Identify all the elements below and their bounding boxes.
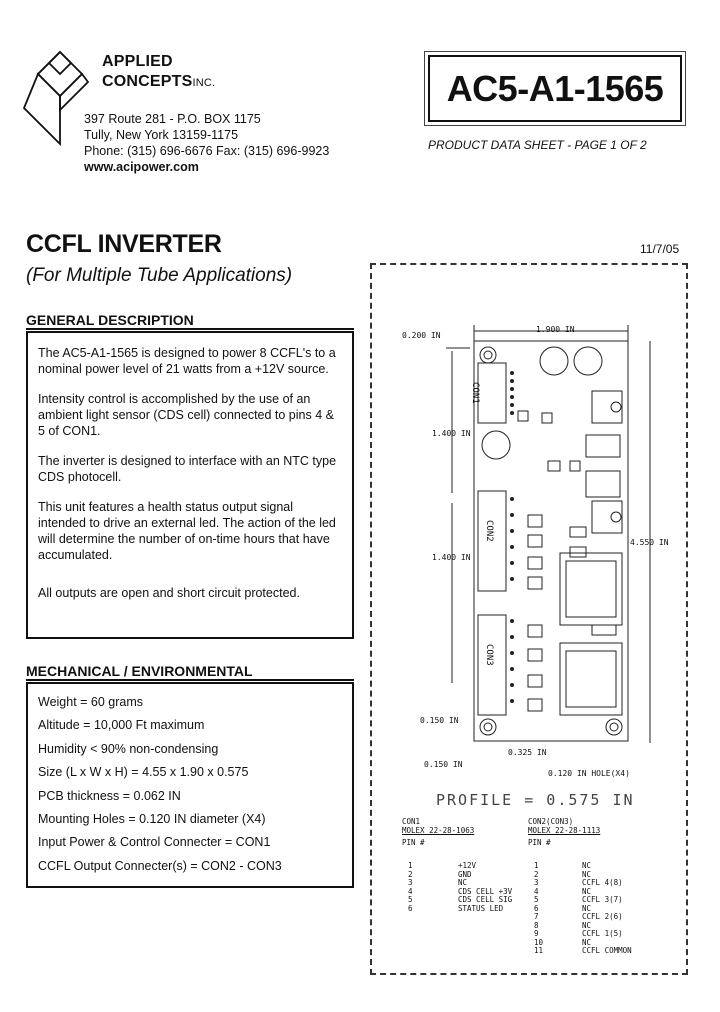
part-number: AC5-A1-1565 — [446, 68, 664, 109]
spec-item: Altitude = 10,000 Ft maximum — [38, 718, 205, 733]
con3-label: CON3 — [484, 644, 494, 666]
spec-item: Humidity < 90% non-condensing — [38, 741, 219, 756]
spec-item: Mounting Holes = 0.120 IN diameter (X4) — [38, 811, 266, 826]
desc-paragraph: All outputs are open and short circuit protected. — [38, 586, 300, 600]
con2-part: MOLEX 22-28-1113 — [528, 825, 601, 835]
con1-label: CON1 — [470, 382, 480, 404]
profile-label: PROFILE = 0.575 IN — [436, 791, 635, 809]
con1-pin-functions: +12V GND NC CDS CELL +3V CDS CELL SIG STATUS LED — [458, 861, 513, 913]
company-address — [84, 111, 329, 175]
con2-pin-head: PIN # — [528, 838, 551, 847]
dim-corner: 0.200 IN — [402, 331, 441, 340]
address-line2: Tully, New York 13159-1175 — [84, 128, 239, 142]
dim-bottom2: 0.150 IN — [424, 760, 463, 769]
spec-item: CCFL Output Connecter(s) = CON2 - CON3 — [38, 858, 282, 873]
desc-paragraph: The AC5-A1-1565 is designed to power 8 CCFL's to a nominal power level of 21 watts from a +12V source. — [38, 346, 336, 376]
desc-paragraph: The inverter is designed to interface with an NTC type CDS photocell. — [38, 454, 337, 484]
spec-item: Size (L x W x H) = 4.55 x 1.90 x 0.575 — [38, 765, 249, 780]
con1-part: MOLEX 22-28-1063 — [402, 825, 475, 835]
mechanical-box — [26, 682, 354, 888]
address-line1: 397 Route 281 - P.O. BOX 1175 — [84, 112, 261, 126]
spec-item: Input Power & Control Connecter = CON1 — [38, 835, 271, 850]
dim-con1: 1.400 IN — [432, 429, 471, 438]
part-number-box — [428, 55, 682, 122]
datasheet-label: PRODUCT DATA SHEET - PAGE 1 OF 2 — [428, 138, 647, 152]
general-description-box — [26, 331, 354, 639]
desc-paragraph: This unit features a health status output signal intended to drive an external led. The action of the led will determine the number of on-time hours that have accumulated. — [38, 500, 336, 562]
con2-pin-functions: NC NC CCFL 4(8) NC CCFL 3(7) NC CCFL 2(6) NC CCFL 1(5) NC CCFL COMMON — [582, 861, 632, 955]
company-name-line1: APPLIED — [102, 53, 173, 70]
dim-bottom1: 0.150 IN — [420, 716, 459, 725]
con2-pinout — [528, 818, 600, 848]
con1-pinout — [402, 818, 474, 848]
con2-label: CON2 — [484, 520, 494, 542]
con1-pin-numbers: 1 2 3 4 5 6 — [408, 861, 413, 913]
dim-hole-offset: 0.325 IN — [508, 748, 547, 757]
phone-fax: Phone: (315) 696-6676 Fax: (315) 696-9923 — [84, 144, 330, 158]
general-description-heading: GENERAL DESCRIPTION — [26, 312, 354, 330]
page-subtitle: (For Multiple Tube Applications) — [26, 265, 293, 286]
board-outline-drawing — [370, 263, 688, 783]
spec-item: PCB thickness = 0.062 IN — [38, 788, 181, 803]
con2-title: CON2(CON3) — [528, 817, 574, 826]
desc-paragraph: Intensity control is accomplished by the use of an ambient light sensor (CDS cell) connected to pins 4 & 5 of CON1. — [38, 392, 334, 438]
mechanical-heading: MECHANICAL / ENVIRONMENTAL — [26, 663, 354, 681]
con2-pin-numbers: 1 2 3 4 5 6 7 8 9 10 11 — [534, 861, 544, 955]
con1-pin-head: PIN # — [402, 838, 425, 847]
dim-con2: 1.400 IN — [432, 553, 471, 562]
dim-width: 1.900 IN — [536, 325, 575, 334]
spec-item: Weight = 60 grams — [38, 695, 144, 709]
document-date: 11/7/05 — [640, 242, 680, 256]
page-title: CCFL INVERTER — [26, 230, 222, 258]
hole-note: 0.120 IN HOLE(X4) — [548, 769, 630, 778]
con1-title: CON1 — [402, 817, 421, 826]
company-name-line2: CONCEPTSINC. — [102, 73, 216, 90]
website-link[interactable]: www.acipower.com — [84, 160, 199, 174]
dim-length: 4.550 IN — [630, 538, 669, 547]
company-logo-icon — [22, 48, 92, 148]
